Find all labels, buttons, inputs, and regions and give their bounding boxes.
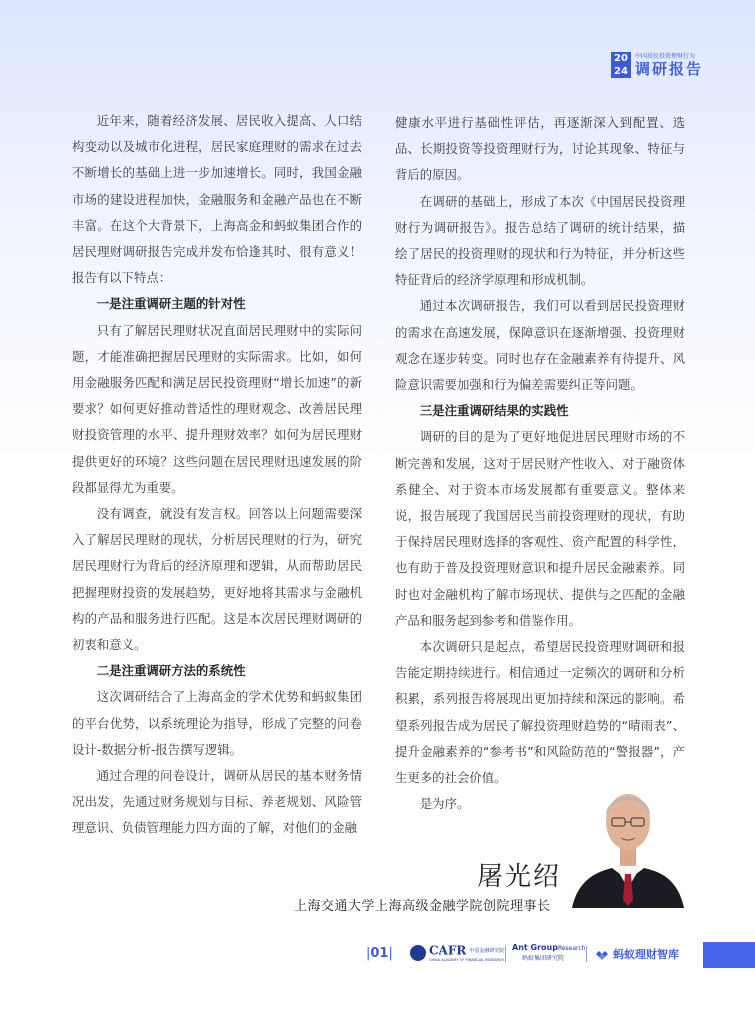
section-heading: 三是注重调研结果的实践性 bbox=[419, 403, 569, 419]
paragraph: 这次调研结合了上海高金的学术优势和蚂蚁集团的平台优势，以系统理论为指导，形成了完整的问卷设计-数据分析-报告撰写逻辑。 bbox=[72, 689, 362, 757]
cafr-emblem-icon bbox=[410, 945, 426, 961]
author-title: 上海交通大学上海高级金融学院创院理事长 bbox=[294, 899, 551, 914]
section-heading: 一是注重调研主题的针对性 bbox=[96, 296, 246, 312]
author-name: 屠光绍 bbox=[477, 862, 562, 892]
ant-wealth-think-tank-logo: 蚂蚁理财智库 bbox=[594, 946, 679, 962]
paragraph-continued: 健康水平进行基础性评估，再逐渐深入到配置、选品、长期投资等投资理财行为，讨论其现象、特征与背后的原因。 bbox=[395, 115, 685, 183]
paragraph: 调研的目的是为了更好地促进居民理财市场的不断完善和发展，这对于居民财产性收入、对于融资体系健全、对于资本市场发展都有重要意义。整体来说，报告展现了我国居民当前投资理财的现状，有助于保持居民理财选择的客观性、资产配置的科学性，也有助于普及投资理财意识和提升居民金融素养。同时也对金融机构了解市场现状、提供与之匹配的金融产品和服务起到参考和借鉴作用。 bbox=[395, 429, 685, 628]
report-header-badge bbox=[611, 52, 703, 78]
paragraph: 只有了解居民理财状况直面居民理财中的实际问题，才能准确把握居民理财的实际需求。比如，如何用金融服务匹配和满足居民投资理财“增长加速”的新要求？如何更好推动普适性的理财观念、改善居民理财投资管理的水平、提升理财效率？如何为居民理财提供更好的环境？这些问题在居民理财迅速发展的阶段都显得尤为重要。 bbox=[72, 322, 362, 495]
paragraph: 通过本次调研报告，我们可以看到居民投资理财的需求在高速发展，保障意识在逐渐增强、投资理财观念在逐步转变。同时也存在金融素养有待提升、风险意识需要加强和行为偏差需要纠正等问题。 bbox=[395, 298, 685, 393]
paragraph: 没有调查，就没有发言权。回答以上问题需要深入了解居民理财的现状，分析居民理财的行为，研究居民理财行为背后的经济原理和逻辑，从而帮助居民把握理财投资的发展趋势，更好地将其需求与金融机构的产品和服务进行匹配。这是本次居民理财调研的初衷和意义。 bbox=[72, 506, 362, 653]
page-number: |01| bbox=[366, 946, 393, 961]
left-column bbox=[72, 108, 362, 842]
cafr-logo: CAFR 中国金融研究院 CHINA ACADEMY OF FINANCIAL RESEARCH bbox=[410, 944, 504, 963]
paragraph: 近年来，随着经济发展、居民收入提高、人口结构变动以及城市化进程，居民家庭理财的需求在过去不断增长的基础上进一步加速增长。同时，我国金融市场的建设进程加快，金融服务和金融产品也在不断丰富。在这个大背景下，上海高金和蚂蚁集团合作的居民理财调研报告完成并发布恰逢其时、很有意义！报告有以下特点： bbox=[72, 113, 362, 286]
paragraph: 在调研的基础上，形成了本次《中国居民投资理财行为调研报告》。报告总结了调研的统计结果，描绘了居民的投资理财的现状和行为特征，并分析这些特征背后的经济学原理和形成机制。 bbox=[395, 193, 685, 288]
paragraph: 是为序。 bbox=[419, 796, 470, 812]
report-subtitle: 中国居民投资理财行为 bbox=[634, 53, 695, 60]
page-edge-tab bbox=[703, 942, 755, 968]
year-top: 20 bbox=[614, 53, 628, 64]
author-portrait bbox=[572, 776, 684, 908]
paragraph: 本次调研只是起点，希望居民投资理财调研和报告能定期持续进行。相信通过一定频次的调研和分析积累，系列报告将展现出更加持续和深远的影响。希望系列报告成为居民了解投资理财趋势的“晴雨表”、提升金融素养的“参考书”和风险防范的“警报器”，产生更多的社会价值。 bbox=[395, 639, 685, 786]
year-block bbox=[611, 52, 631, 78]
section-heading: 二是注重调研方法的系统性 bbox=[96, 663, 246, 679]
year-bottom: 24 bbox=[614, 66, 628, 77]
right-column bbox=[395, 110, 685, 817]
diamond-cluster-icon bbox=[594, 947, 610, 961]
ant-group-research-logo: Ant GroupResearch 蚂蚁集团研究院 bbox=[512, 943, 586, 962]
page-footer bbox=[0, 942, 755, 970]
paragraph: 通过合理的问卷设计，调研从居民的基本财务情况出发，先通过财务规划与目标、养老规划、风险管理意识、负债管理能力四方面的了解，对他们的金融 bbox=[72, 768, 362, 836]
report-title: 调研报告 bbox=[634, 60, 703, 78]
